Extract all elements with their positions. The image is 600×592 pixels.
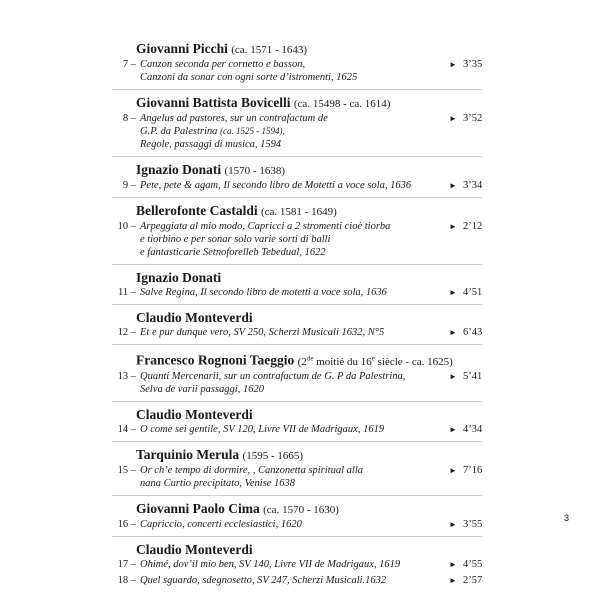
track-number: 16 – xyxy=(117,518,136,530)
play-arrow-icon: ► xyxy=(449,114,457,123)
composer-dates: (ca. 15498 - ca. 1614) xyxy=(293,98,391,110)
track-number: 7 – xyxy=(122,59,136,70)
track-number: 18 – xyxy=(117,574,136,586)
track-title: e fantasticarie Setnoforelleb Tebedual, 1622 xyxy=(140,247,326,258)
track-duration: 4’34 xyxy=(463,423,483,435)
composer-group xyxy=(112,402,482,442)
track-item xyxy=(112,574,482,587)
track-item xyxy=(112,518,482,531)
composer-dates: (1570 - 1638) xyxy=(224,165,286,177)
track-title: Quanti Mercenarii, sur un contrafactum de G. P da Palestrina, xyxy=(140,370,406,382)
composer-name: Tarquinio Merula (1595 - 1665) xyxy=(136,446,304,462)
composer-name: Claudio Monteverdi xyxy=(136,406,253,422)
composer-name: Claudio Monteverdi xyxy=(136,541,253,557)
track-item xyxy=(112,326,482,339)
track-number: 9 – xyxy=(122,180,136,191)
track-number: 12 – xyxy=(117,327,136,338)
track-item xyxy=(112,179,482,192)
track-item xyxy=(112,112,482,151)
play-arrow-icon: ► xyxy=(449,222,457,231)
play-arrow-icon: ► xyxy=(449,465,457,475)
composer-name: Bellerofonte Castaldi (ca. 1581 - 1649) xyxy=(136,203,337,218)
track-item xyxy=(112,286,482,299)
track-item xyxy=(112,423,482,436)
track-item xyxy=(112,558,482,571)
composer-name: Giovanni Battista Bovicelli (ca. 15498 - ca. 1614) xyxy=(136,95,391,110)
composer-group xyxy=(112,345,482,402)
composer-group xyxy=(112,36,482,90)
track-title: Regole, passaggi di musica, 1594 xyxy=(140,139,282,150)
track-number: 8 – xyxy=(122,113,136,124)
track-item xyxy=(112,464,482,490)
track-duration: 2’57 xyxy=(463,574,483,586)
track-number: 13 – xyxy=(117,370,136,382)
play-arrow-icon: ► xyxy=(449,424,457,434)
track-list xyxy=(0,36,600,592)
composer-dates: (ca. 1581 - 1649) xyxy=(261,206,337,218)
composer-name: Ignazio Donati xyxy=(136,270,222,285)
composer-group xyxy=(112,198,482,265)
play-arrow-icon: ► xyxy=(449,181,457,190)
track-number: 11 – xyxy=(118,287,136,298)
track-item xyxy=(112,220,482,259)
track-title: Canzon seconda per cornetto e basson, xyxy=(140,59,306,70)
track-title: nana Curtio precipitato, Venise 1638 xyxy=(140,477,296,489)
composer-group xyxy=(112,265,482,305)
composer-group xyxy=(112,157,482,198)
track-title: Et e pur dunque vero, SV 250, Scherzi Musicali 1632, N°5 xyxy=(140,327,385,338)
track-duration: 3’35 xyxy=(463,59,483,70)
track-duration: 2’12 xyxy=(463,221,483,232)
track-number: 15 – xyxy=(117,464,136,476)
track-title: O come sei gentile, SV 120, Livre VII de Madrigaux, 1619 xyxy=(140,423,385,435)
composer-group xyxy=(112,496,482,537)
composer-dates: (ca. 1570 - 1630) xyxy=(263,503,339,516)
track-duration: 3’34 xyxy=(463,180,483,191)
composer-group xyxy=(112,537,482,592)
track-title: Ohimé, dov’il mio ben, SV 140, Livre VII de Madrigaux, 1619 xyxy=(140,558,401,570)
track-title: Capriccio, concerti ecclesiastici, 1620 xyxy=(140,518,302,530)
play-arrow-icon: ► xyxy=(449,328,457,337)
track-number: 14 – xyxy=(117,423,136,435)
composer-name: Francesco Rognoni Taeggio (2de moitié du 16e siècle - ca. 1625) xyxy=(136,352,453,368)
track-duration: 4’55 xyxy=(463,558,483,570)
track-duration: 3’55 xyxy=(463,518,483,530)
play-arrow-icon: ► xyxy=(449,60,457,69)
track-number: 17 – xyxy=(117,558,136,570)
play-arrow-icon: ► xyxy=(449,559,457,569)
track-title: G.P. da Palestrina xyxy=(140,126,218,137)
play-arrow-icon: ► xyxy=(449,288,457,297)
composer-name: Ignazio Donati (1570 - 1638) xyxy=(136,162,286,177)
track-title: Salve Regina, Il secondo libro de motetti a voce sola, 1636 xyxy=(140,287,387,298)
track-duration: 6’43 xyxy=(463,327,483,338)
track-item xyxy=(112,370,482,396)
play-arrow-icon: ► xyxy=(449,519,457,529)
composer-dates: (ca. 1571 - 1643) xyxy=(231,44,308,56)
play-arrow-icon: ► xyxy=(449,575,457,585)
track-duration: 4’51 xyxy=(463,287,483,298)
composer-dates: (2de moitié du 16e siècle - ca. 1625) xyxy=(297,354,453,368)
composer-dates: (1595 - 1665) xyxy=(242,449,304,462)
composer-name: Giovanni Paolo Cima (ca. 1570 - 1630) xyxy=(136,500,339,516)
track-title: Canzoni da sonar con ogni sorte d’istromenti, 1625 xyxy=(140,72,358,83)
track-title: Quel sguardo, sdegnosetto, SV 247, Scherzi Musicali.1632 xyxy=(140,574,387,586)
track-item xyxy=(112,58,482,84)
track-title: Pete, pete & agam, Il secondo libro de Motetti a voce sola, 1636 xyxy=(140,180,412,191)
track-duration: 3’52 xyxy=(463,113,483,124)
track-title: Selva de varii passaggi, 1620 xyxy=(140,383,264,395)
track-duration: 5’41 xyxy=(463,370,483,382)
composer-name: Claudio Monteverdi xyxy=(136,310,253,325)
composer-group xyxy=(112,305,482,345)
track-title: e tiorbino e per sonar solo varie sorti di balli xyxy=(140,234,331,245)
track-title: Or ch’e tempo di dormire, , Canzonetta spiritual alla xyxy=(140,464,364,476)
composer-name: Giovanni Picchi (ca. 1571 - 1643) xyxy=(136,41,308,56)
track-number: 10 – xyxy=(117,221,136,232)
page-number: 3 xyxy=(564,513,570,523)
composer-group xyxy=(112,90,482,157)
composer-group xyxy=(112,442,482,496)
track-title-note: (ca. 1525 - 1594), xyxy=(220,126,285,136)
track-duration: 7’16 xyxy=(463,464,483,476)
track-title: Arpeggiata al mio modo, Capricci a 2 stromenti cioè tiorba xyxy=(140,221,391,232)
track-title: Angelus ad pastores, sur un contrafactum de xyxy=(140,113,328,124)
play-arrow-icon: ► xyxy=(449,371,457,381)
